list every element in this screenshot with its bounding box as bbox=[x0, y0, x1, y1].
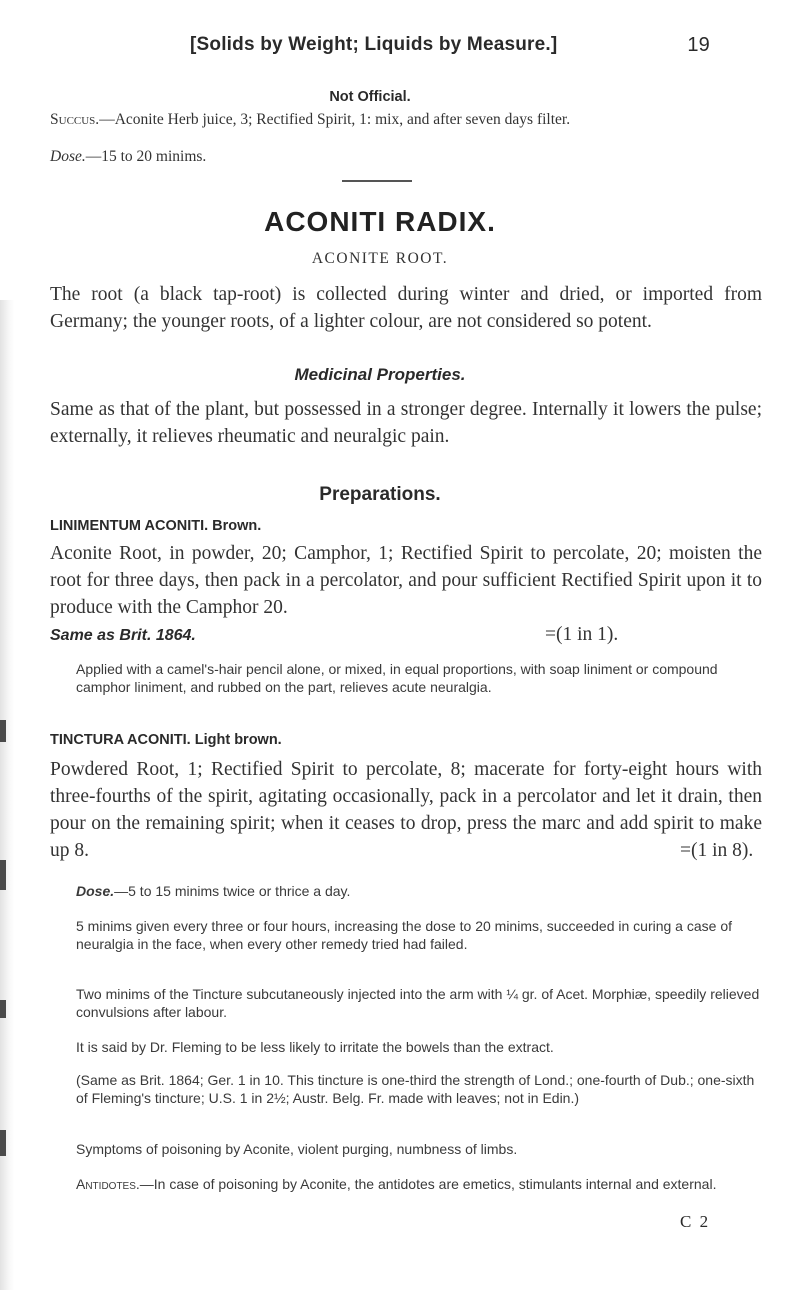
signature-mark: C 2 bbox=[680, 1212, 711, 1231]
tinctura-dose-text: —5 to 15 minims twice or thrice a day. bbox=[114, 883, 351, 899]
succus-text: —Aconite Herb juice, 3; Rectified Spirit, 1: mix, and after seven days filter. bbox=[99, 111, 571, 128]
binding-mark bbox=[0, 720, 6, 742]
succus-dose-text: —15 to 20 minims. bbox=[85, 148, 207, 165]
scan-binding-edge bbox=[0, 300, 14, 1290]
preparations-heading: Preparations. bbox=[319, 484, 441, 505]
section-subtitle: ACONITE ROOT. bbox=[311, 250, 449, 267]
tinctura-note-neuralgia: 5 minims given every three or four hours, increasing the dose to 20 minims, succeeded in curing a case of neuralgia in the face, when every other remedy tried had failed. bbox=[76, 918, 732, 952]
tinctura-name: TINCTURA ACONITI. bbox=[50, 732, 191, 748]
section-title: ACONITI RADIX. bbox=[264, 206, 496, 237]
section-divider bbox=[342, 180, 412, 182]
running-title: [Solids by Weight; Liquids by Measure.] bbox=[190, 34, 558, 55]
antidotes-label: Antidotes. bbox=[76, 1176, 140, 1192]
binding-mark bbox=[0, 860, 6, 890]
linimentum-ratio: =(1 in 1). bbox=[545, 624, 619, 645]
binding-mark bbox=[0, 1130, 6, 1156]
linimentum-name: LINIMENTUM ACONITI. bbox=[50, 518, 209, 534]
medicinal-heading: Medicinal Properties. bbox=[294, 365, 466, 384]
succus-dose-label: Dose. bbox=[50, 148, 86, 165]
binding-mark bbox=[0, 1000, 6, 1018]
tinctura-note-injection: Two minims of the Tincture subcutaneously injected into the arm with ¼ gr. of Acet. Morphiæ, speedily relieved convulsions after labour. bbox=[76, 986, 760, 1020]
not-official-label: Not Official. bbox=[329, 89, 411, 105]
tinctura-heading bbox=[50, 732, 762, 748]
succus-dose bbox=[50, 147, 762, 167]
tinctura-note-fleming: It is said by Dr. Fleming to be less likely to irritate the bowels than the extract. bbox=[76, 1039, 554, 1055]
succus-label: Succus. bbox=[50, 111, 100, 128]
linimentum-reference bbox=[50, 623, 762, 645]
antidotes bbox=[76, 1175, 762, 1193]
linimentum-same-as: Same as Brit. 1864. bbox=[50, 627, 196, 644]
linimentum-colour: Brown. bbox=[212, 518, 262, 534]
page-number: 19 bbox=[687, 34, 710, 56]
succus-entry bbox=[50, 110, 762, 130]
antidotes-text: —In case of poisoning by Aconite, the antidotes are emetics, stimulants internal and external. bbox=[139, 1176, 717, 1192]
poisoning-symptoms: Symptoms of poisoning by Aconite, violent purging, numbness of limbs. bbox=[76, 1141, 518, 1157]
linimentum-recipe: Aconite Root, in powder, 20; Camphor, 1; Rectified Spirit to percolate, 20; moisten the root for three days, then pack in a percolator, and pour sufficient Rectified Spirit upon it to produce with the Camphor 20. bbox=[50, 543, 762, 618]
tinctura-ratio: =(1 in 8). bbox=[680, 840, 754, 861]
section-description: The root (a black tap-root) is collected during winter and dried, or imported from Germany; the younger roots, of a lighter colour, are not considered so potent. bbox=[50, 284, 762, 332]
tinctura-dose-label: Dose. bbox=[76, 883, 115, 899]
medicinal-text: Same as that of the plant, but possessed in a stronger degree. Internally it lowers the pulse; externally, it relieves rheumatic and neuralgic pain. bbox=[50, 399, 762, 447]
linimentum-heading bbox=[50, 518, 762, 534]
tinctura-dose bbox=[76, 882, 762, 900]
linimentum-note: Applied with a camel's-hair pencil alone, or mixed, in equal proportions, with soap liniment or compound camphor liniment, and rubbed on the part, relieves acute neuralgia. bbox=[76, 661, 718, 695]
tinctura-colour: Light brown. bbox=[194, 732, 282, 748]
tinctura-recipe: Powdered Root, 1; Rectified Spirit to percolate, 8; macerate for forty-eight hours with three-fourths of the spirit, agitating occasionally, pack in a percolator and let it drain, then pour on the remaining spirit; when it ceases to drop, press the marc and add spirit to make up 8. bbox=[50, 759, 762, 861]
tinctura-note-comparison: (Same as Brit. 1864; Ger. 1 in 10. This tincture is one-third the strength of Lond.; one-fourth of Dub.; one-sixth of Fleming's tincture; U.S. 1 in 2½; Austr. Belg. Fr. made with leaves; not in Edin.) bbox=[76, 1072, 755, 1106]
running-header bbox=[190, 34, 710, 56]
